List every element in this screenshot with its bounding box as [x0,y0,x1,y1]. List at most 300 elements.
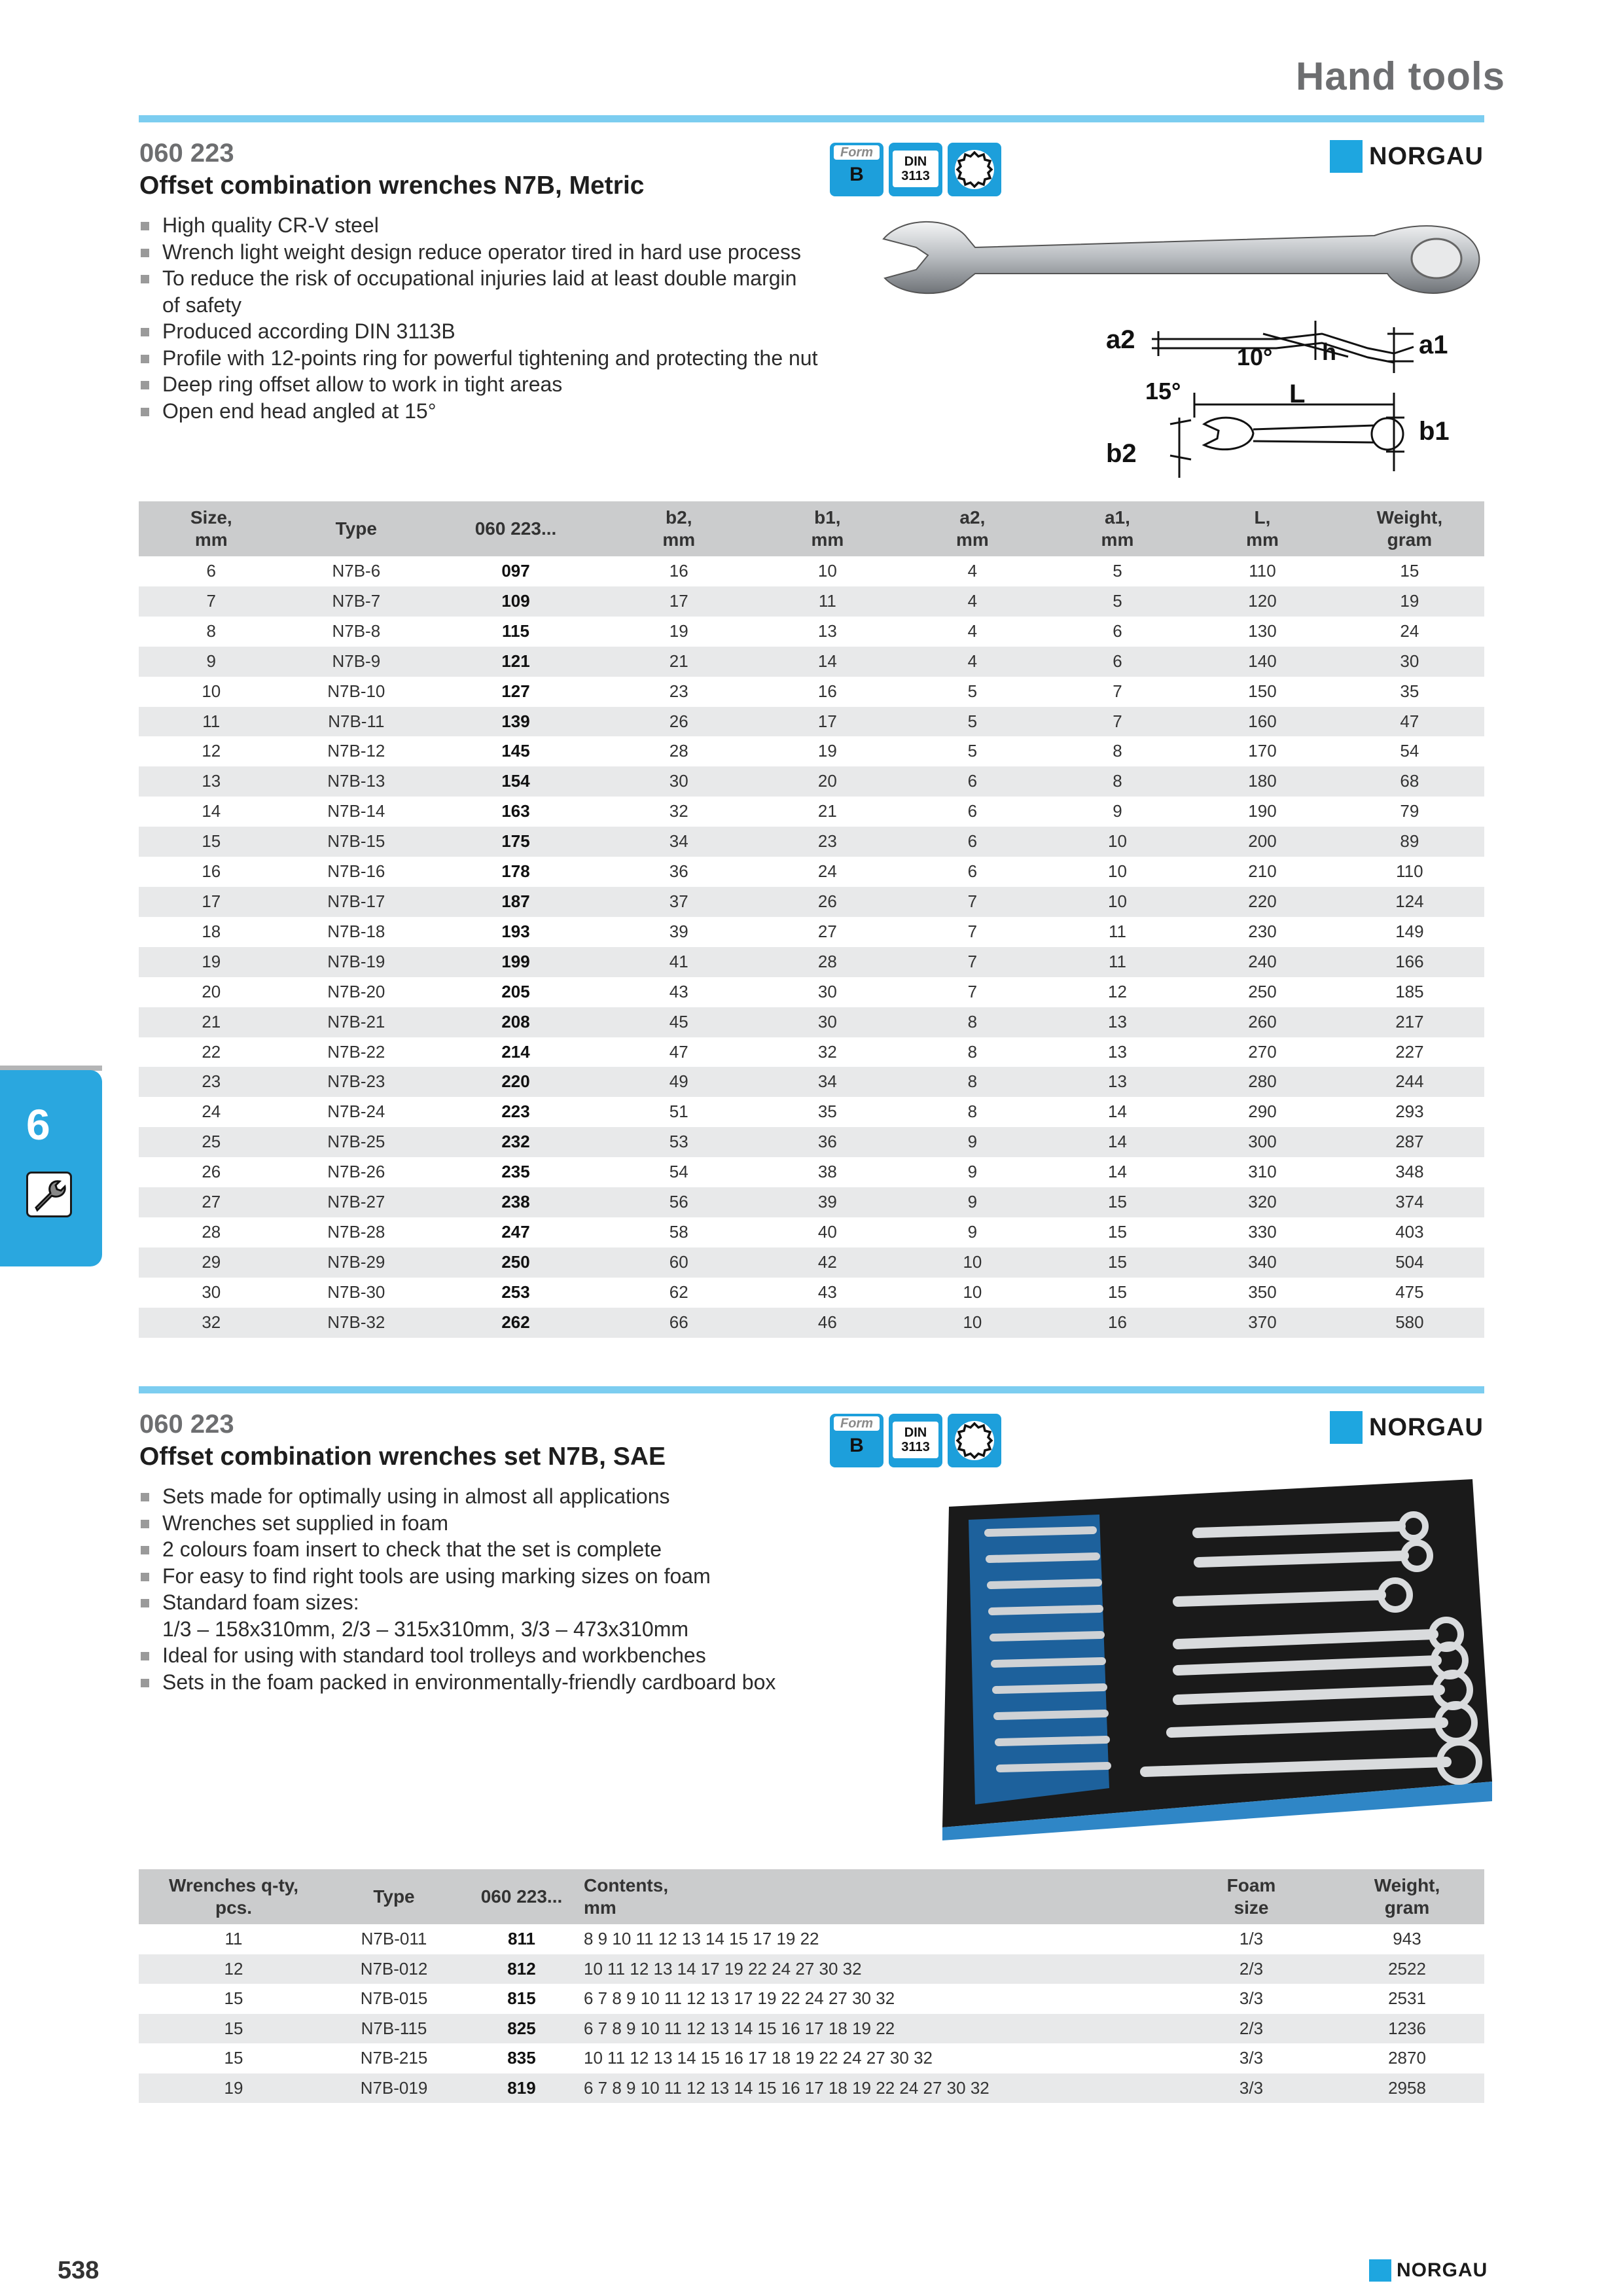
list-item: Deep ring offset allow to work in tight areas [140,371,893,398]
table-cell: 15 [139,2014,329,2044]
table-cell: 9 [967,1162,978,1182]
table-cell: 8 [900,1007,1045,1037]
table-cell: 54 [669,1162,688,1182]
table-row [139,1067,1484,1097]
table-cell: 10 [1045,827,1190,857]
table-cell: 38 [817,1162,837,1182]
table-row [139,586,1484,617]
table-cell: N7B-22 [327,1041,385,1062]
table-cell: 097 [501,561,530,581]
table-row [139,2043,1484,2073]
table-cell: 62 [669,1282,688,1302]
table-cell: 21 [603,647,755,677]
table-cell: 24 [202,1102,221,1122]
table-cell: 8 [1045,766,1190,797]
table-cell: 40 [817,1221,837,1242]
table-cell: 34 [603,827,755,857]
table-cell: 29 [139,1247,284,1278]
table-cell: 28 [669,741,688,761]
din-badge: DIN 3113 [889,1414,942,1467]
list-item: Wrenches set supplied in foam [140,1510,893,1537]
table-header-row [139,501,1484,556]
table-cell: 3/3 [1239,1988,1264,2008]
table-cell: 16 [202,861,221,882]
table-cell: 7 [900,947,1045,977]
table-cell: 10 [900,1308,1045,1338]
table-cell: 68 [1335,766,1484,797]
table-cell: 58 [669,1221,688,1242]
table-cell: 238 [429,1187,603,1217]
column-header: L, mm [1190,501,1335,556]
table-cell: 56 [603,1187,755,1217]
table-cell: 26 [202,1162,221,1182]
table-cell: 825 [459,2014,584,2044]
list-item: For easy to find right tools are using marking sizes on foam [140,1563,893,1590]
table-cell: 6 7 8 9 10 11 12 13 14 15 16 17 18 19 22 [584,2014,1173,2044]
list-item: Wrench light weight design reduce operator tired in hard use process [140,239,893,266]
svg-text:b2: b2 [1106,439,1137,468]
table-cell: 2958 [1330,2073,1484,2104]
table-cell: 36 [755,1127,901,1157]
table-row [139,1127,1484,1157]
table-row [139,917,1484,947]
table-cell: 247 [501,1221,530,1242]
table-cell: 79 [1400,801,1419,821]
table-cell: N7B-012 [329,1954,459,1984]
table-row [139,1924,1484,1954]
table-cell: 2/3 [1173,1954,1330,1984]
table-cell: 150 [1248,681,1277,701]
table-cell: 8 [1113,741,1122,761]
table-cell: 12 [1107,981,1127,1001]
table-row [139,1308,1484,1338]
table-cell: 815 [507,1988,536,2008]
feature-list [140,1483,893,1695]
table-cell: N7B-10 [327,681,385,701]
table-cell: N7B-20 [327,981,385,1001]
table-cell: 220 [429,1067,603,1097]
table-cell: 160 [1190,707,1335,737]
table-cell: 1/3 [1239,1929,1264,1948]
table-cell: 139 [429,707,603,737]
table-row [139,1278,1484,1308]
table-row [139,857,1484,887]
wrench-icon [26,1172,72,1217]
table-cell: 9 [900,1127,1045,1157]
table-cell: 17 [603,586,755,617]
table-cell: 240 [1190,947,1335,977]
table-cell: 210 [1248,861,1277,882]
table-cell: 35 [1400,681,1419,701]
table-cell: 17 [139,887,284,917]
table-cell: 835 [507,2048,536,2068]
table-cell: 811 [508,1929,535,1948]
table-cell: 350 [1248,1282,1277,1302]
table-cell: 293 [1395,1102,1424,1122]
page-number: 538 [58,2257,99,2284]
list-item: Sets in the foam packed in environmentally-friendly cardboard box [140,1669,893,1696]
table-cell: 6 7 8 9 10 11 12 13 17 19 22 24 27 30 32 [584,1988,895,2008]
table-cell: 140 [1190,647,1335,677]
list-item: Standard foam sizes: [140,1589,893,1616]
table-cell: 4 [967,561,978,581]
table-cell: N7B-15 [284,827,429,857]
table-cell: 580 [1335,1308,1484,1338]
table-cell: 8 [967,1102,978,1122]
table-cell: 14 [1045,1127,1190,1157]
table-cell: N7B-30 [327,1282,385,1302]
table-cell: 41 [603,947,755,977]
table-cell: 6 [206,561,216,581]
table-cell: 8 [967,1041,978,1062]
table-cell: 253 [501,1282,530,1302]
table-cell: 23 [669,681,688,701]
table-cell: 14 [1107,1162,1127,1182]
table-cell: 18 [202,921,221,941]
table-cell: 47 [669,1041,688,1062]
table-cell: 11 [1045,947,1190,977]
ring-profile-icon [948,143,1001,196]
table-cell: 24 [817,861,837,882]
table-cell: 6 [900,827,1045,857]
table-cell: 16 [817,681,837,701]
table-cell: N7B-17 [284,887,429,917]
table-cell: 7 [967,981,978,1001]
table-cell: 30 [1335,647,1484,677]
table-cell: N7B-9 [284,647,429,677]
table-row [139,736,1484,766]
form-badge: Form B [830,143,883,196]
table-cell: 13 [1045,1067,1190,1097]
table-cell: 121 [429,647,603,677]
list-item: High quality CR-V steel [140,212,893,239]
dimension-diagram [1106,308,1486,484]
table-cell: 7 [1045,707,1190,737]
section-rule [139,1386,1484,1393]
svg-text:h: h [1322,338,1336,365]
table-cell: 16 [669,561,688,581]
table-cell: 232 [429,1127,603,1157]
table-cell: 262 [429,1308,603,1338]
table-cell: N7B-29 [284,1247,429,1278]
table-cell: 30 [755,1007,901,1037]
table-cell: N7B-015 [360,1988,428,2008]
table-cell: 4 [900,586,1045,617]
table-cell: 7 [1113,681,1122,701]
table-cell: 4 [900,647,1045,677]
table-cell: 2531 [1388,1988,1426,2008]
table-cell: 149 [1395,921,1424,941]
table-cell: 4 [967,620,978,641]
table-cell: 120 [1190,586,1335,617]
table-cell: N7B-21 [284,1007,429,1037]
table-cell: 330 [1248,1221,1277,1242]
table-cell: N7B-16 [327,861,385,882]
brand-logo: NORGAU [1330,1411,1484,1444]
table-cell: 223 [501,1102,530,1122]
svg-text:a2: a2 [1106,325,1135,354]
table-cell: 53 [603,1127,755,1157]
table-cell: 145 [501,741,530,761]
table-cell: 3/3 [1239,2048,1264,2068]
table-cell: 310 [1248,1162,1277,1182]
table-cell: 163 [501,801,530,821]
list-item: Profile with 12-points ring for powerful tightening and protecting the nut [140,345,893,372]
product-title: Offset combination wrenches N7B, Metric [139,171,645,200]
table-cell: 2870 [1388,2048,1426,2068]
table-cell: 51 [669,1102,688,1122]
table-cell: 15 [1045,1187,1190,1217]
table-cell: N7B-011 [361,1929,427,1948]
table-cell: 130 [1248,620,1277,641]
table-cell: 819 [459,2073,584,2104]
table-row [139,1157,1484,1187]
table-cell: 54 [1400,741,1419,761]
table-cell: N7B-25 [284,1127,429,1157]
table-cell: 110 [1249,561,1276,581]
table-cell: 5 [967,681,978,701]
table-cell: 214 [501,1041,530,1062]
table-cell: 109 [429,586,603,617]
table-cell: 250 [429,1247,603,1278]
list-item: To reduce the risk of occupational injuries laid at least double margin [140,265,893,292]
chapter-tab [0,1070,102,1266]
table-cell: 7 [900,887,1045,917]
column-header: Contents, mm [584,1869,1173,1924]
table-cell: N7B-26 [327,1162,385,1182]
product-code: 060 223 [139,139,234,168]
table-cell: 30 [603,766,755,797]
table-row [139,1954,1484,1984]
list-item: Produced according DIN 3113B [140,318,893,345]
table-cell: 124 [1335,887,1484,917]
table-cell: 9 [139,647,284,677]
table-cell: 166 [1335,947,1484,977]
table-cell: 39 [669,921,688,941]
table-cell: 10 [202,681,221,701]
table-cell: 110 [1396,861,1423,882]
list-item: 1/3 – 158x310mm, 2/3 – 315x310mm, 3/3 – 473x310mm [162,1617,689,1641]
table-cell: 26 [755,887,901,917]
table-row [139,797,1484,827]
table-cell: N7B-32 [284,1308,429,1338]
table-cell: 12 [202,741,221,761]
table-cell: 49 [603,1067,755,1097]
table-cell: 235 [501,1162,530,1182]
product-title: Offset combination wrenches set N7B, SAE [139,1443,666,1471]
table-cell: 10 [963,1282,982,1302]
column-header: Size, mm [139,501,284,556]
table-cell: 13 [1107,1041,1127,1062]
table-cell: 10 [817,561,837,581]
table-cell: 340 [1190,1247,1335,1278]
svg-text:10°: 10° [1237,344,1273,370]
table-cell: 6 [967,801,978,821]
ring-profile-icon [948,1414,1001,1467]
table-cell: 5 [1113,561,1122,581]
table-cell: 300 [1190,1127,1335,1157]
table-row [139,1217,1484,1247]
column-header: a1, mm [1045,501,1190,556]
table-cell: 19 [139,2073,329,2104]
table-cell: 13 [817,620,837,641]
table-cell: 812 [459,1954,584,1984]
table-cell: 280 [1190,1067,1335,1097]
table-cell: 9 [967,1221,978,1242]
table-row [139,1187,1484,1217]
table-cell: 23 [755,827,901,857]
table-cell: 15 [1107,1221,1127,1242]
table-cell: 1236 [1330,2014,1484,2044]
table-cell: 20 [755,766,901,797]
table-cell: 230 [1248,921,1277,941]
svg-text:a1: a1 [1419,331,1448,359]
table-cell: N7B-23 [284,1067,429,1097]
column-header: Wrenches q-ty, pcs. [139,1869,329,1924]
table-cell: 19 [139,947,284,977]
table-cell: 30 [817,981,837,1001]
table-cell: 190 [1248,801,1277,821]
table-row [139,1007,1484,1037]
table-cell: 10 11 12 13 14 15 16 17 18 19 22 24 27 30 32 [584,2048,933,2068]
table-row [139,977,1484,1007]
table-cell: 32 [139,1308,284,1338]
table-cell: 19 [669,620,688,641]
table-cell: 6 [1045,647,1190,677]
table-row [139,707,1484,737]
table-cell: 5 [1045,586,1190,617]
table-cell: N7B-14 [327,801,385,821]
table-cell: 227 [1395,1041,1424,1062]
list-item: 2 colours foam insert to check that the set is complete [140,1536,893,1563]
table-cell: 220 [1190,887,1335,917]
table-cell: 21 [139,1007,284,1037]
list-item: Sets made for optimally using in almost all applications [140,1483,893,1510]
table-cell: 14 [755,647,901,677]
table-cell: 10 [900,1247,1045,1278]
table-cell: 205 [501,981,530,1001]
table-cell: 28 [202,1221,221,1242]
table-cell: 16 [1045,1308,1190,1338]
table-cell: N7B-8 [332,620,381,641]
table-row [139,887,1484,917]
table-cell: 32 [669,801,688,821]
sets-table [139,1869,1484,2103]
table-cell: 19 [817,741,837,761]
table-cell: 35 [817,1102,837,1122]
table-cell: N7B-18 [327,921,385,941]
column-header: 060 223... [459,1869,584,1924]
table-cell: 3/3 [1173,2073,1330,2104]
table-cell: 30 [202,1282,221,1302]
table-cell: 244 [1335,1067,1484,1097]
form-badge: Form B [830,1414,883,1467]
table-row [139,677,1484,707]
column-header: Weight, gram [1335,501,1484,556]
table-cell: 320 [1190,1187,1335,1217]
section-title: Hand tools [1296,54,1505,98]
table-cell: 13 [1045,1007,1190,1037]
column-header: Type [329,1869,459,1924]
table-cell: 170 [1248,741,1277,761]
table-cell: 15 [224,1988,243,2008]
table-cell: 14 [202,801,221,821]
table-cell: 27 [817,921,837,941]
table-cell: 17 [755,707,901,737]
table-cell: 199 [429,947,603,977]
table-cell: 11 [224,1929,243,1948]
column-header: Foam size [1173,1869,1330,1924]
table-cell: 12 [139,1954,329,1984]
table-cell: 475 [1395,1282,1424,1302]
table-cell: 193 [501,921,530,941]
table-cell: 39 [755,1187,901,1217]
table-cell: N7B-27 [284,1187,429,1217]
table-cell: 26 [603,707,755,737]
table-cell: 11 [755,586,901,617]
table-cell: 66 [603,1308,755,1338]
table-cell: 10 [1107,861,1127,882]
feature-list [140,212,893,424]
table-cell: 9 [900,1187,1045,1217]
table-cell: 22 [202,1041,221,1062]
product-code: 060 223 [139,1410,234,1439]
table-cell: 43 [817,1282,837,1302]
table-cell: 6 [1113,620,1122,641]
table-cell: 287 [1335,1127,1484,1157]
table-cell: 15 [1045,1247,1190,1278]
table-cell: N7B-7 [284,586,429,617]
footer-brand-logo: NORGAU [1369,2259,1488,2282]
table-cell: 178 [501,861,530,882]
table-cell: 943 [1393,1929,1421,1948]
table-row [139,1247,1484,1278]
table-cell: 5 [967,741,978,761]
table-cell: 23 [139,1067,284,1097]
table-cell: 180 [1190,766,1335,797]
table-row [139,827,1484,857]
brand-logo: NORGAU [1330,140,1484,173]
table-cell: 250 [1248,981,1277,1001]
table-cell: 290 [1248,1102,1277,1122]
table-header-row [139,1869,1484,1924]
table-cell: N7B-13 [284,766,429,797]
table-cell: 348 [1395,1162,1424,1182]
table-cell: 6 7 8 9 10 11 12 13 14 15 16 17 18 19 22 24 27 30 32 [584,2073,1173,2104]
table-cell: N7B-19 [284,947,429,977]
din-badge: DIN 3113 [889,143,942,196]
table-cell: 175 [429,827,603,857]
table-cell: 36 [669,861,688,882]
table-cell: 60 [603,1247,755,1278]
table-cell: 115 [502,620,529,641]
table-cell: 260 [1190,1007,1335,1037]
wrench-photo [877,209,1492,301]
table-cell: 200 [1190,827,1335,857]
table-cell: 15 [1107,1282,1127,1302]
column-header: a2, mm [900,501,1045,556]
table-cell: 13 [139,766,284,797]
table-cell: 187 [429,887,603,917]
table-cell: 9 [1113,801,1122,821]
list-item: Open end head angled at 15° [140,398,893,425]
column-header: 060 223... [429,501,603,556]
table-cell: 15 [139,827,284,857]
table-cell: 8 9 10 11 12 13 14 15 17 19 22 [584,1929,819,1948]
table-cell: 37 [603,887,755,917]
table-cell: 27 [139,1187,284,1217]
svg-text:15°: 15° [1145,378,1181,404]
